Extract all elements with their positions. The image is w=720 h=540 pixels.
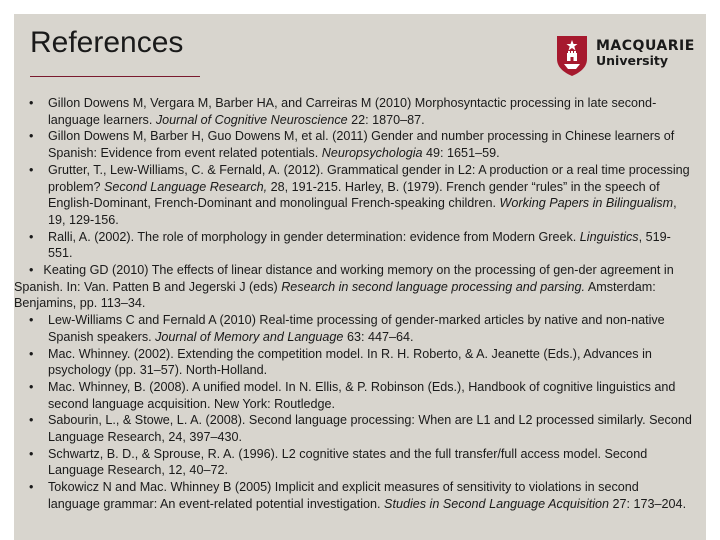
reference-source-title: Second Language Research, (104, 179, 268, 194)
reference-source-title: Journal of Cognitive Neuroscience (155, 112, 348, 127)
reference-source-title: Working Papers in Bilingualism (499, 196, 674, 211)
reference-item (14, 346, 706, 379)
reference-text: Gillon Dowens M, Barber H, Guo Dowens M, et al. (2011) Gender and number processing in Chinese learners of Spanish: Evidence from event related potentials. (48, 129, 675, 161)
logo-line-2: University (596, 53, 668, 68)
reference-source-title: Linguistics (579, 229, 639, 244)
macquarie-shield-icon (556, 35, 588, 77)
reference-source-title: Neuropsychologia (321, 146, 423, 161)
reference-text: , 19, 129-156. (48, 196, 677, 227)
logo-wordmark (596, 39, 695, 68)
reference-item (14, 95, 706, 128)
reference-text: 49: 1651–59. (422, 146, 500, 161)
reference-text: 63: 447–64. (343, 329, 414, 344)
macquarie-logo (554, 35, 704, 77)
reference-text: 22: 1870–87. (347, 112, 425, 127)
logo-line-1: MACQUARIE (596, 38, 695, 54)
reference-item (14, 479, 706, 512)
reference-item (14, 229, 706, 262)
bullet-icon: • (29, 313, 34, 328)
reference-item (14, 262, 706, 312)
bullet-icon: • (29, 96, 34, 110)
reference-item (14, 162, 706, 229)
reference-text: Amsterdam: Benjamins, pp. 113–34. (14, 279, 656, 311)
bullet-icon: • (29, 263, 34, 278)
reference-text: Grutter, T., Lew-Williams, C. & Fernald, A. (2012). Grammatical gender in L2: A production or a real time processing problem? (48, 162, 690, 194)
reference-text: Ralli, A. (2002). The role of morphology in gender determination: evidence from Modern Greek. (48, 229, 580, 244)
reference-source-title: Research in second language processing and parsing. (281, 279, 586, 294)
bullet-icon: • (29, 229, 34, 244)
reference-item (14, 128, 706, 161)
reference-text: Mac. Whinney, B. (2008). A unified model. In N. Ellis, & P. Robinson (Eds.), Handbook of cognitive linguistics and second language acquisition. New York: Routledge. (48, 379, 676, 411)
reference-item (14, 312, 706, 345)
reference-text: Keating GD (2010) The effects of linear distance and working memory on the processing of gen-der agreement in Spanish. In: Van. Patten B and Jegerski J (eds) (14, 263, 674, 294)
bullet-icon: • (29, 446, 34, 461)
reference-text: Lew-Williams C and Fernald A (2010) Real-time processing of gender-marked articles by native and non-native Spanish speakers. (48, 313, 665, 344)
bullet-icon: • (29, 413, 34, 428)
reference-item (14, 412, 706, 445)
reference-text: Schwartz, B. D., & Sprouse, R. A. (1996). L2 cognitive states and the full transfer/full access model. Second Language Research, 12, 40–72. (48, 446, 648, 478)
reference-text: Gillon Dowens M, Vergara M, Barber HA, and Carreiras M (2010) Morphosyntactic processing in late second-language learners. (48, 96, 657, 127)
reference-text: Mac. Whinney. (2002). Extending the competition model. In R. H. Roberto, & A. Jeanette (Eds.), Advances in psychology (pp. 31–57). North-Holland. (48, 346, 652, 378)
reference-text: 27: 173–204. (609, 496, 687, 511)
reference-item (14, 446, 706, 479)
reference-text: Sabourin, L., & Stowe, L. A. (2008). Second language processing: When are L1 and L2 processed similarly. Second Language Research, 24, 397–430. (48, 413, 692, 445)
title-underline (30, 76, 200, 77)
bullet-icon: • (29, 379, 34, 394)
reference-text: 28, 191-215. Harley, B. (1979). French gender “rules” in the speech of English-Dominant, French-Dominant and monolingual French-speaking children. (48, 179, 660, 211)
reference-source-title: Studies in Second Language Acquisition (384, 496, 610, 511)
bullet-icon: • (29, 346, 34, 361)
slide (14, 14, 706, 540)
reference-text: Tokowicz N and Mac. Whinney B (2005) Implicit and explicit measures of sensitivity to violations in second language grammar: An event-related potential investigation. (48, 480, 639, 511)
slide-title: References (30, 26, 184, 59)
reference-source-title: Journal of Memory and Language (155, 329, 344, 344)
reference-text: , 519-551. (48, 229, 671, 261)
bullet-icon: • (29, 162, 34, 177)
reference-list (14, 95, 706, 513)
bullet-icon: • (29, 129, 34, 144)
reference-item (14, 379, 706, 412)
bullet-icon: • (29, 480, 34, 495)
